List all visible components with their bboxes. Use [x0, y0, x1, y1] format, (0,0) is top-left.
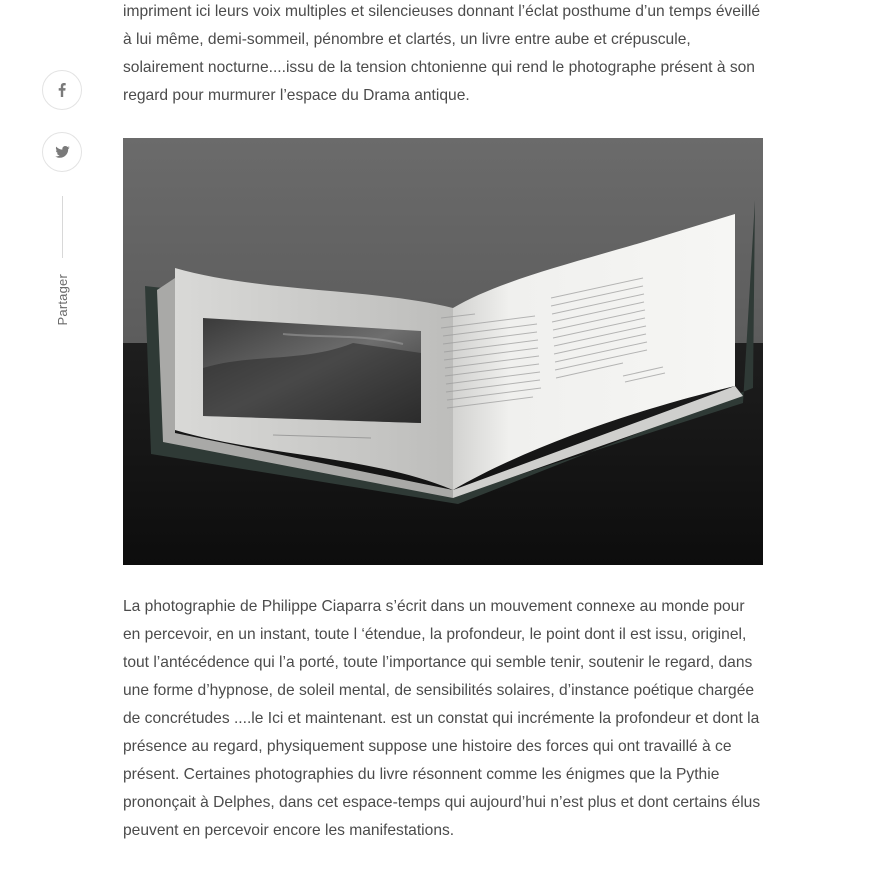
article-image	[123, 138, 763, 565]
share-divider	[62, 196, 63, 258]
share-label: Partager	[54, 274, 70, 326]
share-rail	[41, 70, 83, 325]
twitter-share-button[interactable]	[42, 132, 82, 172]
open-book-photo	[123, 138, 763, 565]
twitter-icon	[55, 146, 70, 158]
article-paragraph: La photographie de Philippe Ciaparra s’écrit dans un mouvement connexe au monde pour en percevoir, en un instant, toute l ‘étendue, la profondeur, le point dont il est issu, originel, tout l’antécédence qui l’a porté, toute l’importance qui semble tenir, soutenir le regard, dans une forme d’hypnose, de soleil mental, de sensibilités solaires, d’instance poétique chargée de concrétudes ....le Ici et maintenant. est un constat qui incrémente la profondeur et dont la présence au regard, physiquement suppose une histoire des forces qui ont travaillé à ce présent. Certaines photographies du livre résonnent comme les énigmes que la Pythie prononçait à Delphes, dans cet espace-temps qui aujourd’hui n’est plus et dont certains élus peuvent en percevoir encore les manifestations.	[123, 598, 761, 839]
facebook-icon	[58, 83, 66, 97]
article-paragraph: impriment ici leurs voix multiples et silencieuses donnant l’éclat posthume d’un temps éveillé à lui même, demi-sommeil, pénombre et clartés, un livre entre aube et crépuscule, solairement nocturne....issu de la tension chtonienne qui rend le photographe présent à son regard pour murmurer l’espace du Drama antique.	[123, 3, 761, 104]
facebook-share-button[interactable]	[42, 70, 82, 110]
